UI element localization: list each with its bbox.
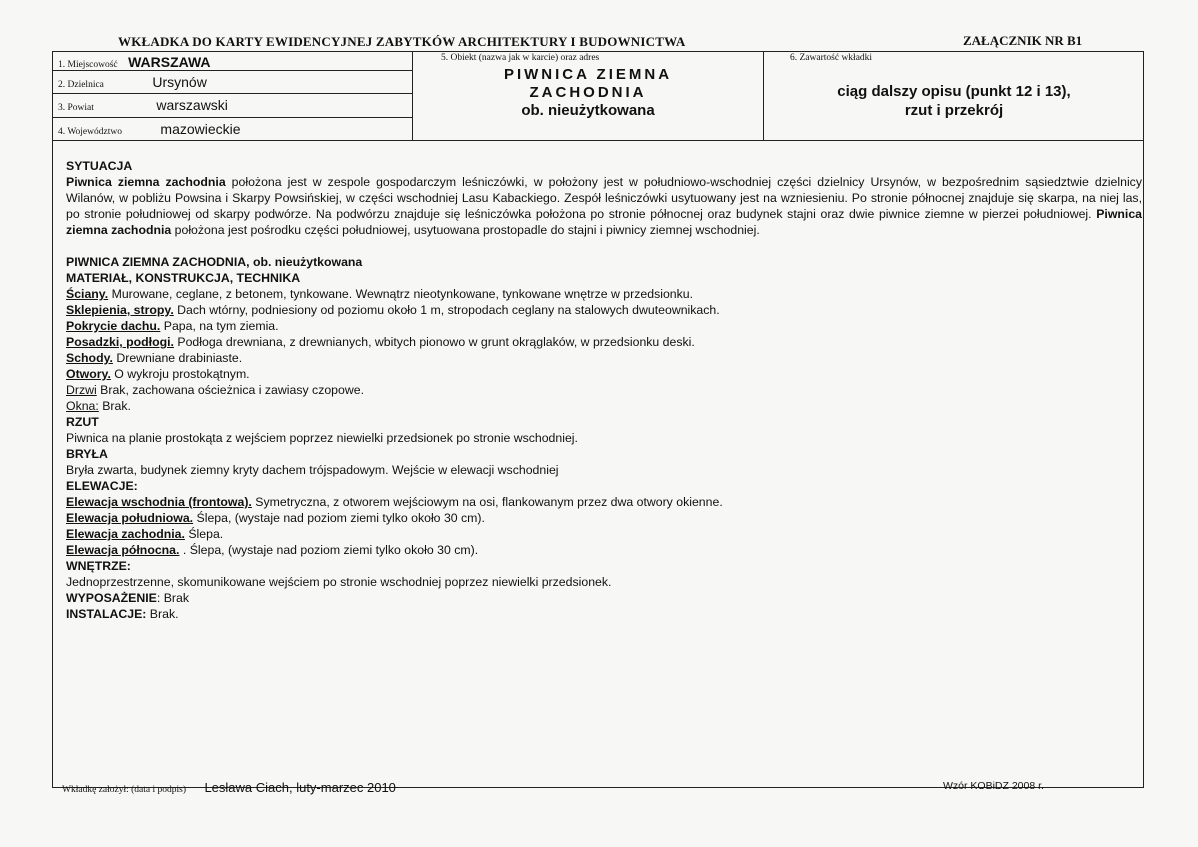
vaults-text: Dach wtórny, podniesiony od poziomu około 1 m, stropodach ceglany na stalowych dwuteownikach. [173,303,720,317]
roof-line [66,318,1142,334]
col-divider-1 [412,51,413,140]
doors-text: Brak, zachowana ościeżnica i zawiasy czopowe. [96,383,364,397]
voivodeship-field [58,121,241,139]
interior-heading: WNĘTRZE: [66,559,131,573]
locality-label: 1. Miejscowość [58,60,118,70]
author-field [62,779,396,797]
walls-text: Murowane, ceglane, z betonem, tynkowane. Wewnątrz nieotynkowane, tynkowane wnętrze w przedsionku. [108,287,694,301]
section-heading-material: MATERIAŁ, KONSTRUKCJA, TECHNIKA [66,271,301,285]
stairs-line [66,350,1142,366]
walls-line [66,286,1142,302]
elev-north-line [66,542,1142,558]
elev-north-label: Elewacja północna. [66,543,180,557]
county-label: 3. Powiat [58,103,94,113]
rzut-text: Piwnica na planie prostokąta z wejściem poprzez niewielki przedsionek po stronie wschodniej. [66,431,578,445]
locality-value: WARSZAWA [128,54,211,70]
contents-label: 6. Zawartość wkładki [790,53,873,63]
sytuacja-text1: położona jest w zespole gospodarczym leśniczówki, w położony jest w południowo-wschodniej części dzielnicy Ursynów, w bezpośrednim sąsiedztwie dzielnicy Wilanów, w pobliżu Powsina i Skarpy Powsińskiej, w części wschodniej Lasu Kabackiego. Zespół leśniczówki usytuowany jest na wzniesieniu. Po stronie północnej znajduje się skarpa, na niej las, po stronie południowej od skarpy podwórze. Na podwórzu znajduje się leśniczówka położona po stronie północnej oraz budynek stajni oraz dwie piwnice ziemne w pierzei południowej. [66,175,1142,221]
bryla-text: Bryła zwarta, budynek ziemny kryty dachem trójspadowym. Wejście w elewacji wschodniej [66,463,559,477]
template-label: Wzór KOBiDZ 2008 r. [943,780,1044,792]
author-label: Wkładkę założył: (data i podpis) [62,785,186,795]
elev-south-label: Elewacja południowa. [66,511,194,525]
voivodeship-value: mazowieckie [160,121,241,137]
bryla-heading: BRYŁA [66,447,108,461]
sytuacja-lead: Piwnica ziemna zachodnia [66,175,226,189]
installations-text: Brak. [146,607,179,621]
annex-label: ZAŁĄCZNIK NR B1 [963,33,1083,48]
row-line-2 [52,93,412,94]
openings-label: Otwory. [66,367,111,381]
author-value: Lesława Ciach, luty-marzec 2010 [204,780,396,795]
object-line2: ZACHODNIA [529,84,647,101]
contents-line2: rzut i przekrój [904,102,1004,119]
county-field [58,97,228,115]
equipment-text: : Brak [156,591,189,605]
equipment-line [66,590,1142,606]
installations-label: INSTALACJE: [66,607,147,621]
locality-field [58,54,211,72]
elev-east-text: Symetryczna, z otworem wejściowym na osi, flankowanym przez dwa otwory okienne. [251,495,723,509]
rzut-heading: RZUT [66,415,99,429]
windows-label: Okna: [66,399,99,413]
floors-label: Posadzki, podłogi. [66,335,174,349]
stairs-label: Schody. [66,351,113,365]
description-body [66,158,1142,622]
district-field [58,74,207,92]
district-label: 2. Dzielnica [58,80,104,90]
walls-label: Ściany. [66,287,109,301]
elev-west-label: Elewacja zachodnia. [66,527,185,541]
header-bottom-line [52,140,1144,141]
doors-line [66,382,1142,398]
district-value: Ursynów [152,74,207,90]
floors-line [66,334,1142,350]
sytuacja-paragraph [66,174,1142,238]
elev-west-text: Ślepa. [184,527,224,541]
sytuacja-text2: położona jest pośrodku części południowej, usytuowana prostopadle do stajni i piwnicy ziemnej wschodniej. [171,223,760,237]
roof-text: Papa, na tym ziemia. [160,319,279,333]
contents-line1: ciąg dalszy opisu (punkt 12 i 13), [837,83,1071,100]
vaults-label: Sklepienia, stropy. [66,303,174,317]
windows-text: Brak. [98,399,131,413]
contents-value [764,82,1144,120]
object-line3: ob. nieużytkowana [521,102,655,119]
elev-south-text: Ślepa, (wystaje nad poziom ziemi tylko około 30 cm). [193,511,485,525]
document-title: WKŁADKA DO KARTY EWIDENCYJNEJ ZABYTKÓW ARCHITEKTURY I BUDOWNICTWA [118,34,686,49]
object-label: 5. Obiekt (nazwa jak w karcie) oraz adres [441,53,600,63]
openings-text: O wykroju prostokątnym. [110,367,250,381]
elewacje-heading: ELEWACJE: [66,479,138,493]
row-line-3 [52,117,412,118]
vaults-line [66,302,1142,318]
sytuacja-heading: SYTUACJA [66,159,133,173]
elev-east-line [66,494,1142,510]
object-line1: PIWNICA ZIEMNA [503,66,673,83]
object-title [414,66,762,120]
voivodeship-label: 4. Województwo [58,127,122,137]
county-value: warszawski [156,97,228,113]
doors-label: Drzwi [66,383,97,397]
section-heading-object: PIWNICA ZIEMNA ZACHODNIA, ob. nieużytkowana [66,255,363,269]
equipment-label: WYPOSAŻENIE [66,591,157,605]
elev-west-line [66,526,1142,542]
openings-line [66,366,1142,382]
roof-label: Pokrycie dachu. [66,319,161,333]
elev-east-label: Elewacja wschodnia (frontowa). [66,495,252,509]
stairs-text: Drewniane drabiniaste. [112,351,243,365]
elev-north-text: . Ślepa, (wystaje nad poziom ziemi tylko około 30 cm). [179,543,479,557]
floors-text: Podłoga drewniana, z drewnianych, wbitych pionowo w grunt okrąglaków, w przedsionku deski. [173,335,695,349]
interior-text: Jednoprzestrzenne, skomunikowane wejściem po stronie wschodniej poprzez niewielki przedsionek. [66,575,612,589]
windows-line [66,398,1142,414]
elev-south-line [66,510,1142,526]
sytuacja-lead2: Piwnica ziemna zachodnia [66,207,1142,237]
installations-line [66,606,1142,622]
